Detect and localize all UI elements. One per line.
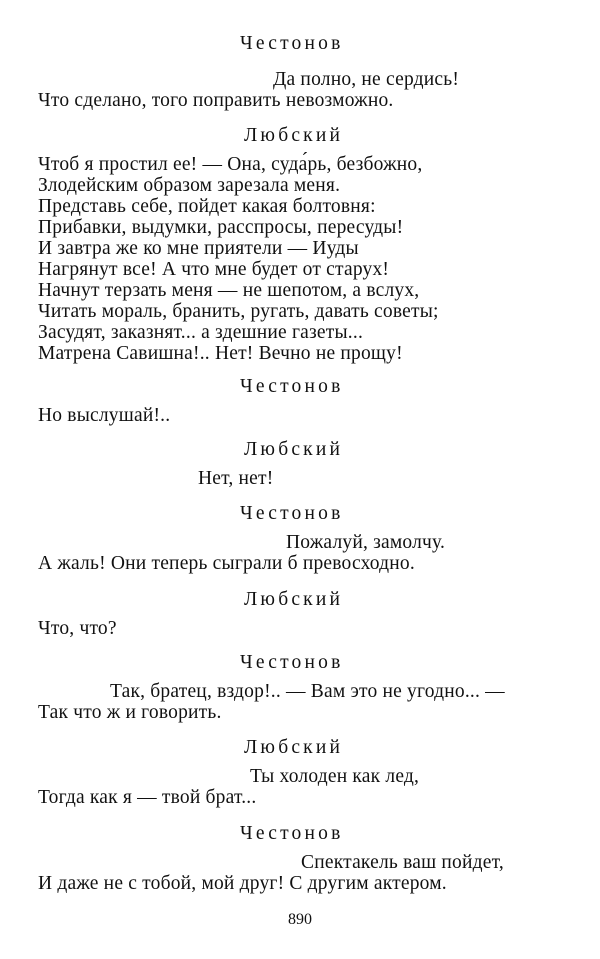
verse-line: Ты холоден как лед, bbox=[250, 766, 420, 787]
verse-line: А жаль! Они теперь сыграли б превосходно. bbox=[38, 553, 415, 574]
verse-line: И даже не с тобой, мой друг! С другим актером. bbox=[38, 873, 447, 894]
verse-line: Злодейским образом зарезала меня. bbox=[38, 175, 341, 196]
speaker-name: Честонов bbox=[240, 503, 344, 524]
verse-line: Да полно, не сердись! bbox=[273, 69, 460, 90]
verse-line: Чтоб я простил ее! — Она, суда́рь, безбожно, bbox=[38, 154, 423, 175]
verse-line: Что, что? bbox=[38, 618, 117, 639]
speaker-name: Честонов bbox=[240, 652, 344, 673]
speaker-name: Честонов bbox=[240, 33, 344, 54]
speaker-name: Любский bbox=[244, 737, 344, 758]
speaker-name: Честонов bbox=[240, 823, 344, 844]
speaker-name: Честонов bbox=[240, 376, 344, 397]
verse-line: Прибавки, выдумки, расспросы, пересуды! bbox=[38, 217, 404, 238]
speaker-name: Любский bbox=[244, 125, 344, 146]
speaker-name: Любский bbox=[244, 439, 344, 460]
verse-line: Тогда как я — твой брат... bbox=[38, 787, 257, 808]
speaker-name: Любский bbox=[244, 589, 344, 610]
verse-line: Что сделано, того поправить невозможно. bbox=[38, 90, 394, 111]
verse-line: Нет, нет! bbox=[198, 468, 274, 489]
verse-line: Начнут терзать меня — не шепотом, а вслух, bbox=[38, 280, 420, 301]
verse-line: Представь себе, пойдет какая болтовня: bbox=[38, 196, 376, 217]
verse-line: Нагрянут все! А что мне будет от старух! bbox=[38, 259, 390, 280]
verse-line: Но выслушай!.. bbox=[38, 405, 171, 426]
verse-line: Пожалуй, замолчу. bbox=[286, 532, 446, 553]
verse-line: Так что ж и говорить. bbox=[38, 702, 222, 723]
verse-line: Спектакель ваш пойдет, bbox=[301, 852, 504, 873]
verse-line: Читать мораль, бранить, ругать, давать советы; bbox=[38, 301, 439, 322]
verse-line: И завтра же ко мне приятели — Иуды bbox=[38, 238, 359, 259]
verse-line: Так, братец, вздор!.. — Вам это не угодно... — bbox=[110, 681, 505, 702]
page-number: 890 bbox=[288, 911, 312, 928]
verse-line: Засудят, заказнят... а здешние газеты... bbox=[38, 322, 364, 343]
verse-line: Матрена Савишна!.. Нет! Вечно не прощу! bbox=[38, 343, 403, 364]
